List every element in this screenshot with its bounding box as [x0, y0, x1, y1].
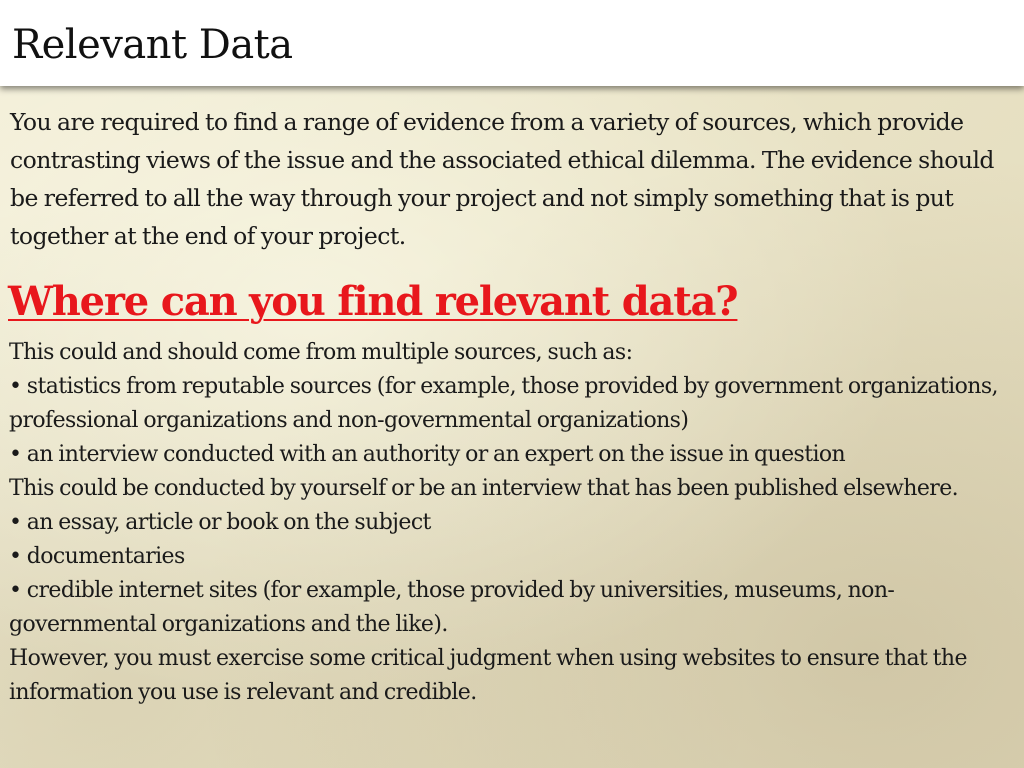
sources-intro-line: This could and should come from multiple sources, such as: — [9, 340, 633, 365]
bullet-documentaries: • documentaries — [9, 540, 1014, 574]
section-heading: Where can you find relevant data? — [8, 278, 738, 325]
slide-title: Relevant Data — [12, 22, 293, 68]
closing-caution: However, you must exercise some critical judgment when using websites to ensure that the information you use is relevant and credible. — [9, 646, 967, 705]
bullet-internet-sites: • credible internet sites (for example, those provided by universities, museums, non-governmental organizations and the like). — [9, 574, 1014, 642]
bullet-interview: • an interview conducted with an authority or an expert on the issue in question — [9, 438, 1014, 472]
title-bar — [0, 0, 1024, 86]
sources-body — [9, 336, 1014, 710]
bullet-essay: • an essay, article or book on the subject — [9, 506, 1014, 540]
intro-paragraph: You are required to find a range of evidence from a variety of sources, which provide contrasting views of the issue and the associated ethical dilemma. The evidence should be referred to all the way through your project and not simply something that is put together at the end of your project. — [10, 108, 994, 250]
bullet-statistics: • statistics from reputable sources (for example, those provided by government organizations, professional organizations and non-governmental organizations) — [9, 370, 1014, 438]
interview-note: This could be conducted by yourself or be an interview that has been published elsewhere. — [9, 476, 959, 501]
